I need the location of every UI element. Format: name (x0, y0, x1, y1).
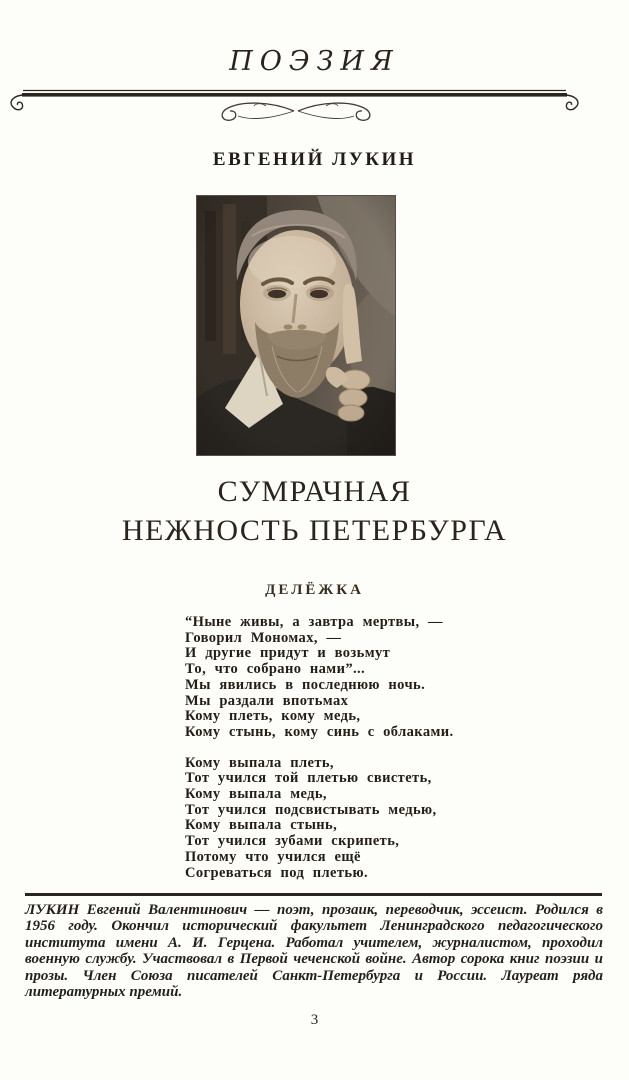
header-rule (0, 86, 629, 132)
poem-line: Говорил Мономах, — (185, 629, 342, 646)
author-heading: ЕВГЕНИЙ ЛУКИН (212, 149, 417, 170)
poem-line: Кому выпала стынь, (185, 817, 338, 834)
author-bio-footnote: ЛУКИН Евгений Валентинович — поэт, прозаик, переводчик, эссеист. Родился в 1956 году. Окончил исторический факультет Ленинградского педагогического института имени А. И. Герцена. Работал учителем, журналистом, проходил военную службу. Участвовал в Первой чеченской войне. Автор сорока книг поэзии и прозы. Член Союза писателей Санкт-Петербурга и России. Лауреат ряда литературных премий. (25, 902, 603, 1001)
poem-line: Тот учился зубами скрипеть, (185, 833, 400, 850)
page-title-line1: СУМРАЧНАЯ (217, 475, 412, 508)
poem-body (185, 615, 454, 881)
poem-line: “Ныне живы, а завтра мертвы, — (185, 614, 443, 630)
page-title (0, 472, 629, 550)
poem-line: Кому стынь, кому синь с облаками. (185, 723, 454, 740)
poem-line: Согреваться под плетью. (185, 864, 368, 881)
poem-title: ДЕЛЁЖКА (265, 582, 364, 598)
poem-line: Тот учился той плетью свистеть, (185, 770, 432, 787)
poem-line: То, что собрано нами”... (185, 661, 366, 678)
poem-stanza (185, 615, 454, 741)
poem-stanza (185, 756, 454, 882)
poem-line: И другие придут и возьмут (185, 645, 391, 662)
page-number: 3 (310, 1012, 319, 1028)
flourish-ornament-icon (222, 103, 370, 120)
poem-line: Мы явились в последнюю ночь. (185, 676, 426, 693)
rubric-heading: ПОЭЗИЯ (229, 46, 400, 77)
rule-and-flourish-icon (0, 86, 629, 132)
portrait-photo-icon (197, 196, 395, 455)
poem-line: Кому выпала медь, (185, 786, 327, 803)
author-photo (197, 196, 395, 455)
poem-line: Кому плеть, кому медь, (185, 708, 361, 725)
footnote-divider (25, 893, 602, 896)
poem-line: Потому что учился ещё (185, 848, 361, 865)
poem-line: Кому выпала плеть, (185, 754, 334, 771)
poem-line: Тот учился подсвистывать медью, (185, 801, 437, 818)
page-title-line2: НЕЖНОСТЬ ПЕТЕРБУРГА (121, 514, 508, 547)
poem-line: Мы раздали впотьмах (185, 692, 349, 709)
